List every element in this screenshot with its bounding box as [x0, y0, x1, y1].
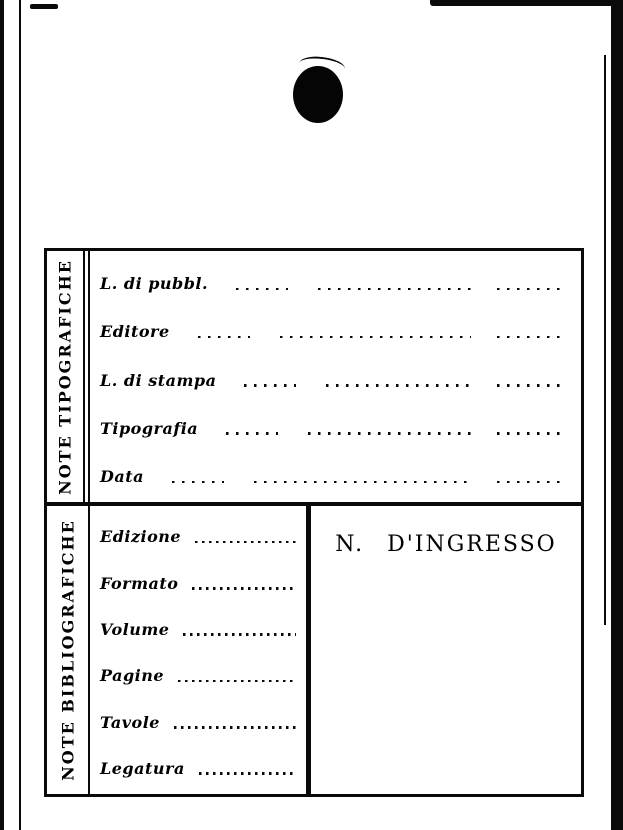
section-side-label: NOTE BIBLIOGRAFICHE — [58, 519, 77, 781]
dotted-leader — [318, 288, 471, 291]
field-row — [100, 742, 300, 788]
dotted-leader — [199, 772, 296, 775]
field-row — [100, 603, 300, 649]
dotted-leader — [183, 633, 296, 636]
dotted-leader — [254, 481, 471, 484]
bibliografiche-fields — [90, 506, 306, 794]
dotted-leader — [178, 680, 296, 683]
field-label: L. di pubbl. — [100, 274, 209, 294]
field-label: Data — [100, 467, 144, 487]
section-side-label: NOTE TIPOGRAFICHE — [55, 258, 75, 495]
scan-artifact-left-line — [19, 0, 21, 830]
dotted-leader — [497, 432, 567, 435]
side-label-column — [47, 251, 90, 502]
field-label: Editore — [100, 322, 170, 342]
dotted-leader — [198, 336, 250, 339]
field-row — [100, 255, 569, 303]
hole-punch — [293, 66, 343, 123]
field-row — [100, 400, 569, 448]
ingresso-panel — [311, 506, 581, 794]
dotted-leader — [497, 384, 567, 387]
dotted-leader — [226, 432, 278, 435]
dotted-leader — [326, 384, 471, 387]
field-label: Legatura — [100, 758, 185, 778]
dotted-leader — [244, 384, 296, 387]
dotted-leader — [174, 726, 296, 729]
field-row — [100, 556, 300, 602]
dotted-leader — [497, 288, 567, 291]
dotted-leader — [195, 541, 296, 544]
field-row — [100, 695, 300, 741]
field-label: Formato — [100, 573, 179, 593]
side-label-column — [47, 506, 90, 794]
dotted-leader — [172, 481, 224, 484]
section-note-bibliografiche — [47, 506, 581, 794]
dotted-leader — [236, 288, 288, 291]
scan-artifact-left-strip — [0, 0, 4, 830]
field-row — [100, 649, 300, 695]
dotted-leader — [280, 336, 471, 339]
field-row — [100, 510, 300, 556]
scan-artifact-right-line — [604, 55, 606, 625]
field-row — [100, 351, 569, 399]
field-row — [100, 448, 569, 496]
field-label: Edizione — [100, 527, 182, 547]
dotted-leader — [497, 336, 567, 339]
scan-artifact-top-strip — [430, 0, 623, 6]
dotted-leader — [308, 432, 471, 435]
field-label: Volume — [100, 619, 170, 639]
dotted-leader — [497, 481, 567, 484]
tipografiche-fields — [90, 251, 581, 502]
field-label: Pagine — [100, 666, 165, 686]
field-label: L. di stampa — [100, 370, 217, 390]
ingresso-title: N. D'INGRESSO — [335, 532, 557, 557]
catalog-card-table — [44, 248, 584, 797]
field-row — [100, 303, 569, 351]
field-label: Tavole — [100, 712, 160, 732]
dotted-leader — [192, 587, 296, 590]
section-note-tipografiche — [47, 251, 581, 502]
field-label: Tipografia — [100, 418, 199, 438]
scan-artifact-topleft-speck — [30, 4, 58, 9]
scan-artifact-right-strip — [611, 0, 623, 830]
